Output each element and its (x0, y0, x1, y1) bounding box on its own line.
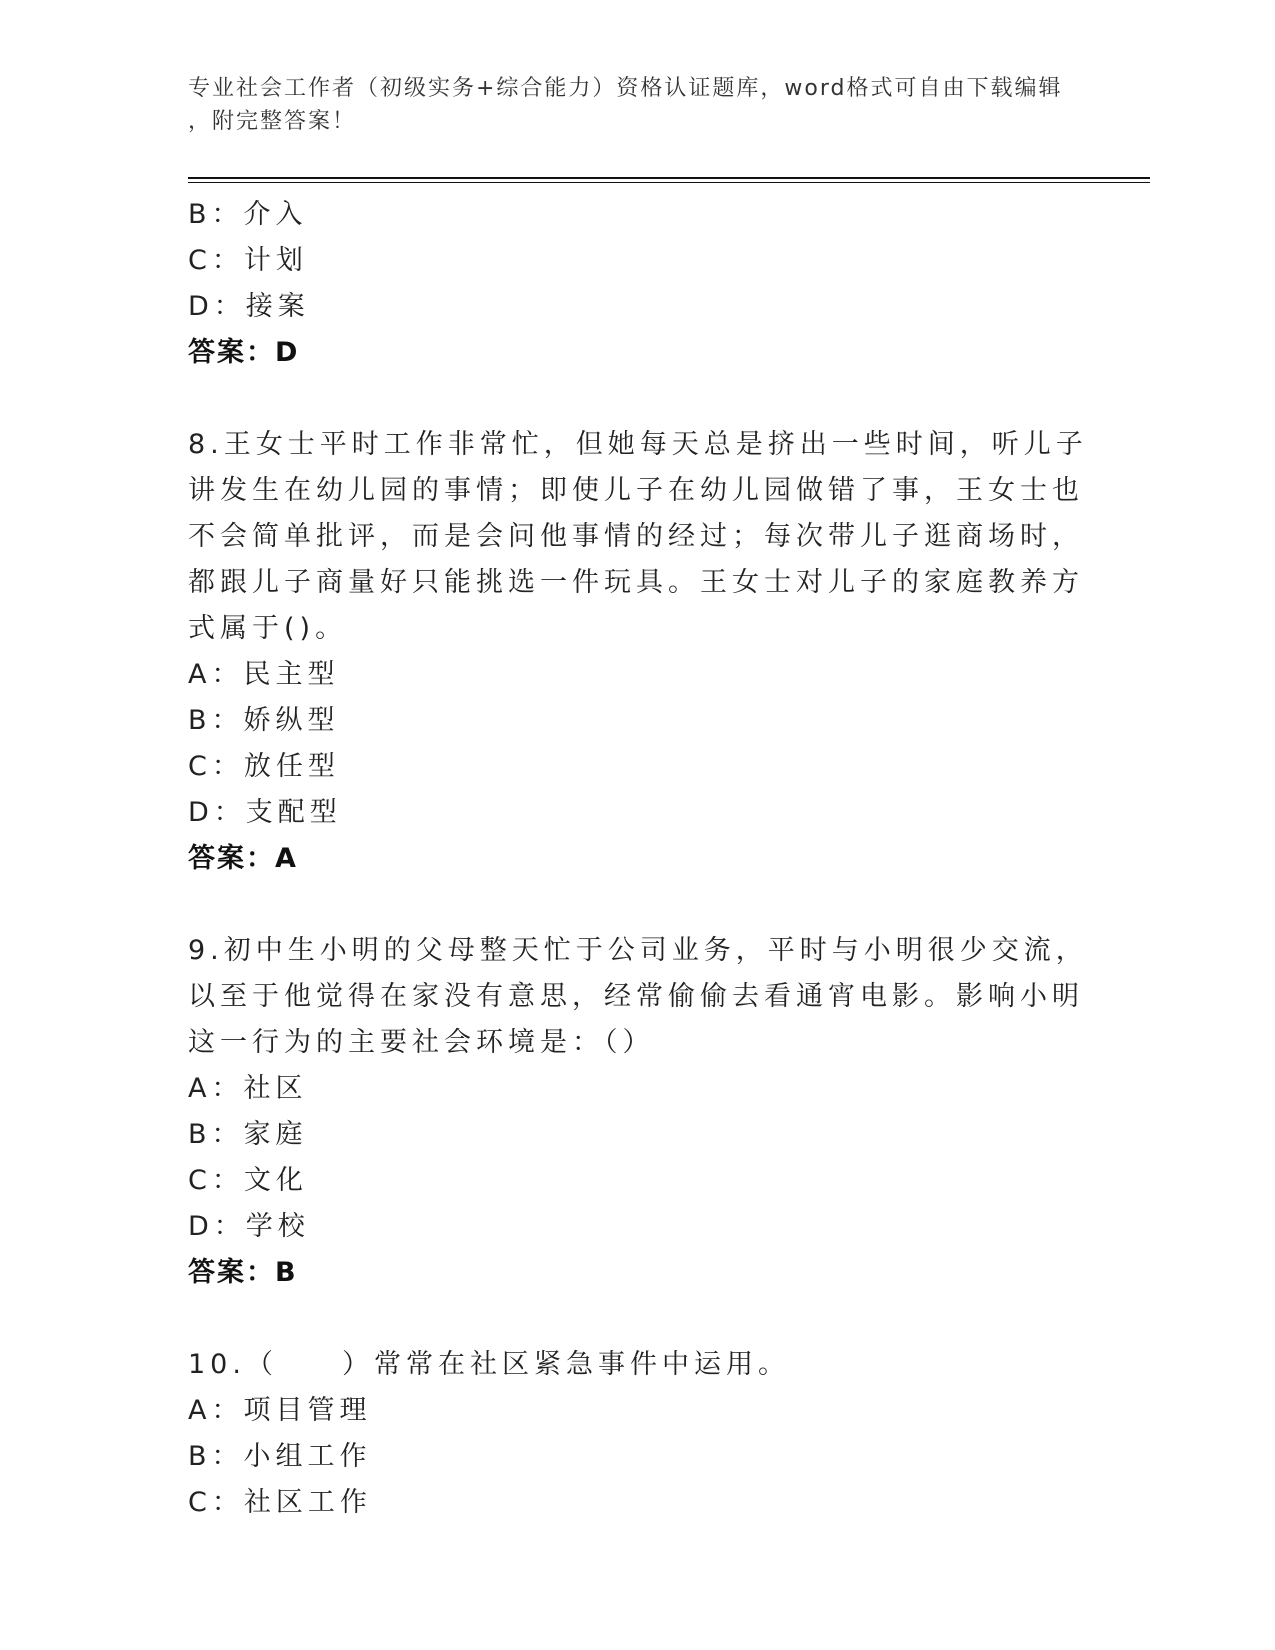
header-title-line2: ，附完整答案！ (188, 109, 357, 134)
question-9 (188, 928, 1088, 1296)
header-title-line1: 专业社会工作者（初级实务+综合能力）资格认证题库，word格式可自由下载编辑 (188, 76, 1063, 101)
option-c: C：文化 (188, 1165, 308, 1196)
option-d: D：学校 (188, 1211, 310, 1242)
header-divider-thin (188, 182, 1150, 183)
option-d: D：接案 (188, 291, 310, 322)
page-header (188, 72, 1088, 138)
option-c: C：社区工作 (188, 1487, 372, 1518)
option-b: B：家庭 (188, 1119, 308, 1150)
option-b: B：介入 (188, 199, 308, 230)
question-stem: 8.王女士平时工作非常忙，但她每天总是挤出一些时间，听儿子讲发生在幼儿园的事情；即使儿子在幼儿园做错了事，王女士也不会简单批评，而是会问他事情的经过；每次带儿子逛商场时，都跟儿子商量好只能挑选一件玩具。王女士对儿子的家庭教养方式属于()。 (188, 429, 1088, 644)
answer: 答案：D (188, 337, 300, 368)
option-c: C：计划 (188, 245, 308, 276)
spacer (188, 376, 1088, 422)
option-c: C：放任型 (188, 751, 340, 782)
header-divider-thick (188, 177, 1150, 179)
spacer (188, 1296, 1088, 1342)
option-b: B：娇纵型 (188, 705, 340, 736)
question-list (188, 192, 1088, 1526)
option-d: D：支配型 (188, 797, 342, 828)
option-a: A：项目管理 (188, 1395, 372, 1426)
question-10 (188, 1342, 1088, 1526)
option-a: A：社区 (188, 1073, 308, 1104)
answer: 答案：A (188, 843, 298, 874)
question-stem: 9.初中生小明的父母整天忙于公司业务，平时与小明很少交流，以至于他觉得在家没有意思，经常偷偷去看通宵电影。影响小明这一行为的主要社会环境是：（） (188, 935, 1088, 1058)
option-b: B：小组工作 (188, 1441, 372, 1472)
option-a: A：民主型 (188, 659, 340, 690)
question-7 (188, 192, 1088, 376)
spacer (188, 882, 1088, 928)
answer: 答案：B (188, 1257, 298, 1288)
question-stem: 10.（ ）常常在社区紧急事件中运用。 (188, 1349, 790, 1380)
question-8 (188, 422, 1088, 882)
